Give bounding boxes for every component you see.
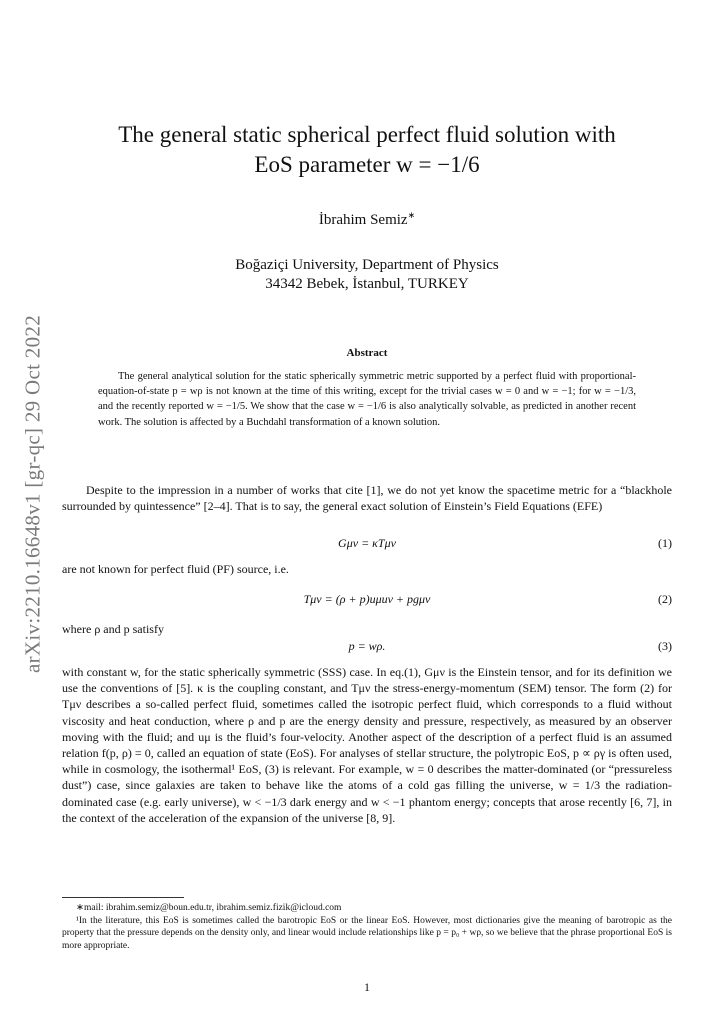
equation-3-expression: p = wρ. — [348, 639, 386, 653]
arxiv-identifier: arXiv:2210.16648v1 [gr-qc] 29 Oct 2022 — [20, 315, 45, 673]
author-footnote-mark: ∗ — [407, 210, 416, 220]
paper-title — [62, 120, 672, 180]
affiliation-line-1: Boğaziçi University, Department of Physics — [235, 257, 499, 273]
equation-1-expression: Gμν = κTμν — [338, 536, 396, 550]
body-paragraph-3: where ρ and p satisfy — [62, 622, 164, 636]
footnote-1: ¹In the literature, this EoS is sometimes called the barotropic EoS or the linear EoS. However, most dictionaries give the meaning of barotropic as the property that the pressure depends on the density only, and linear would include relationships like p = p₀ + wρ, so we believe that the phrase proportional EoS is more appropriate. — [62, 916, 672, 951]
title-line-2: EoS parameter w = −1/6 — [254, 152, 480, 177]
equation-3-number: (3) — [658, 639, 672, 653]
affiliation — [62, 256, 672, 294]
author-name: İbrahim Semiz — [318, 212, 408, 228]
author — [62, 210, 672, 229]
equation-1 — [62, 536, 672, 554]
body-paragraph-1: Despite to the impression in a number of works that cite [1], we do not yet know the spacetime metric for a “blackhole surrounded by quintessence” [2–4]. That is to say, the general exact solution of Einstein’s Field Equations (EFE) — [62, 483, 672, 514]
arxiv-sidebar — [12, 298, 54, 690]
equation-1-number: (1) — [658, 536, 672, 550]
abstract-heading: Abstract — [346, 347, 388, 359]
body-paragraph-2: are not known for perfect fluid (PF) source, i.e. — [62, 562, 289, 576]
page-number: 1 — [364, 980, 370, 994]
abstract-text: The general analytical solution for the static spherically symmetric metric supported by a perfect fluid with proportional-equation-of-state p = wρ is not known at the time of this writing, except for the trivial cases w = 0 and w = −1; for w = −1/3, and the recently reported w = −1/5. We show that the case w = −1/6 is also analytically solvable, as predicted in another recent work. The solution is affected by a Buchdahl transformation of a known solution. — [98, 371, 636, 428]
affiliation-line-2: 34342 Bebek, İstanbul, TURKEY — [265, 276, 469, 292]
equation-2 — [62, 592, 672, 610]
body-paragraph-4: with constant w, for the static spherically symmetric (SSS) case. In eq.(1), Gμν is the Einstein tensor, and for its definition we use the conventions of [5]. κ is the coupling constant, and Tμν the stress-energy-momentum (SEM) tensor. The form (2) for Tμν describes a so-called perfect fluid, sometimes called the isotropic perfect fluid, which corresponds to a fluid without viscosity and heat conduction, where ρ and p are the energy density and pressure, respectively, as measured by an observer moving with the fluid; and uμ is the fluid’s four-velocity. Another aspect of the description of a perfect fluid is an assumed relation f(p, ρ) = 0, called an equation of state (EoS). For analyses of stellar structure, the polytropic EoS, p ∝ ργ is often used, while in cosmology, the isothermal¹ EoS, (3) is relevant. For example, w = 0 describes the matter-dominated (or “pressureless dust”) case, since galaxies are taken to behave like the atoms of a cold gas filling the universe, w = 1/3 the radiation-dominated case (e.g. early universe), w < −1/3 dark energy and w < −1 phantom energy; concepts that arose recently [6, 7], in the context of the acceleration of the expansion of the universe [8, 9]. — [62, 665, 672, 825]
footnote-email: ∗mail: ibrahim.semiz@boun.edu.tr, ibrahim.semiz.fizik@icloud.com — [76, 903, 342, 913]
equation-3 — [62, 639, 672, 657]
equation-2-expression: Tμν = (ρ + p)uμuν + pgμν — [303, 592, 431, 606]
equation-2-number: (2) — [658, 592, 672, 606]
footnote-rule — [62, 897, 184, 898]
title-line-1: The general static spherical perfect fluid solution with — [118, 122, 616, 147]
